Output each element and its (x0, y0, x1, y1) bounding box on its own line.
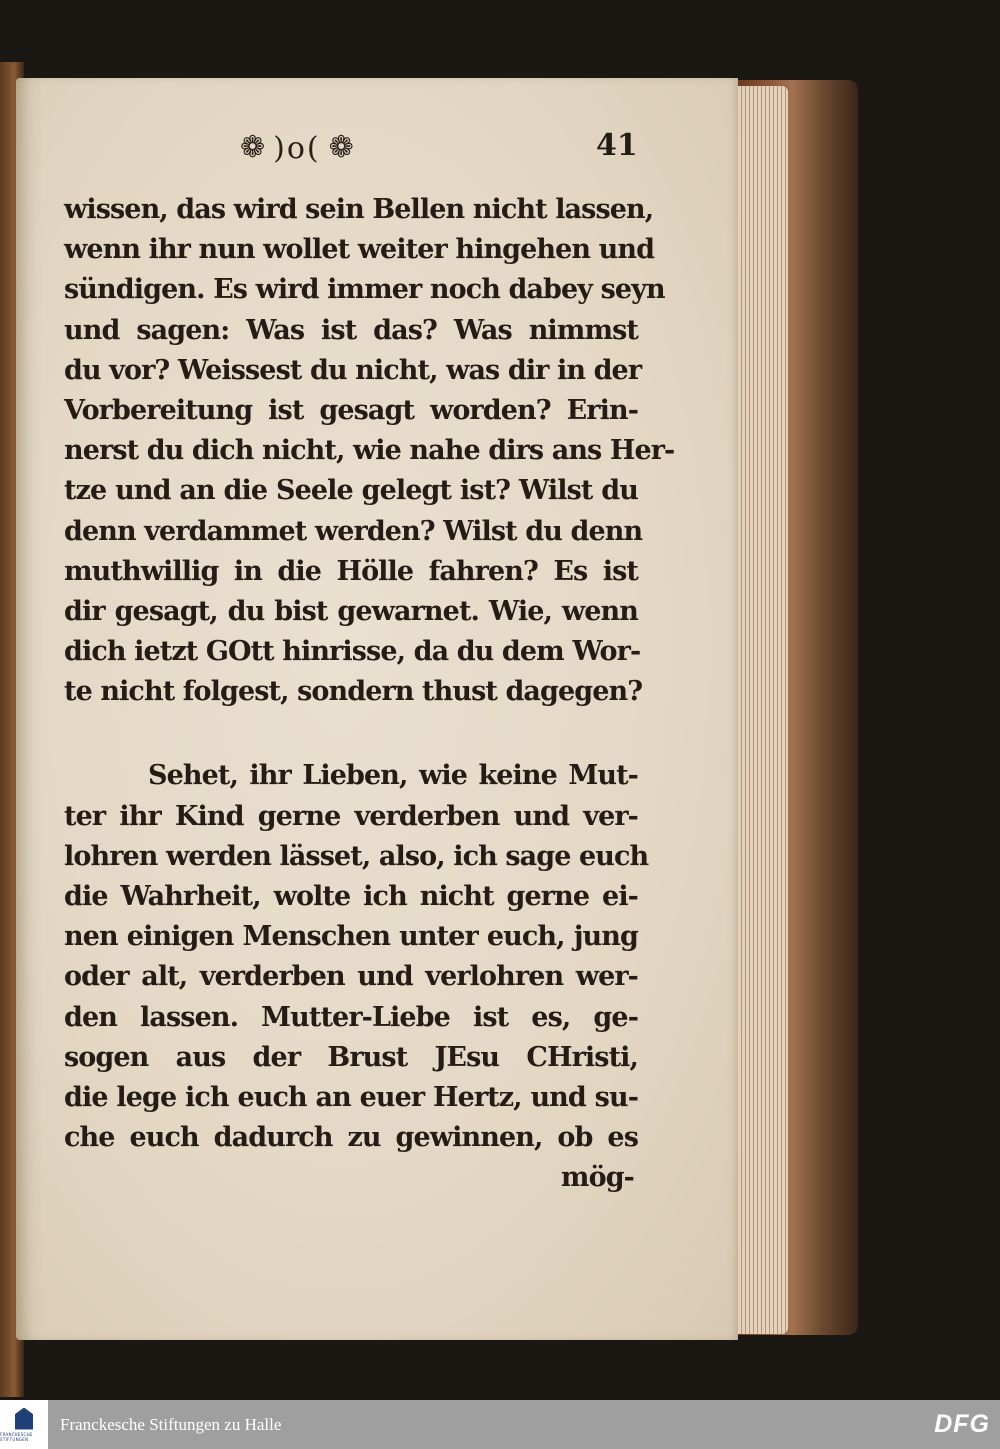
text-line: dir gesagt, du bist gewarnet. Wie, wenn (64, 595, 638, 627)
text-line: denn verdammet werden? Wilst du denn (64, 515, 643, 547)
text-line: che euch dadurch zu gewinnen, ob es (64, 1122, 638, 1154)
text-line: die Wahrheit, wolte ich nicht gerne ei- (64, 881, 638, 912)
text-line: oder alt, verderben und verlohren wer- (64, 961, 638, 993)
text-line: wenn ihr nun wollet weiter hingehen und (64, 234, 655, 266)
catchword: mög- (560, 1162, 634, 1194)
text-line: dich ietzt GOtt hinrisse, da du dem Wor- (64, 636, 641, 668)
institution-name[interactable]: Franckesche Stiftungen zu Halle (60, 1414, 282, 1434)
building-icon (15, 1408, 33, 1430)
text-line: ter ihr Kind gerne verderben und ver- (64, 800, 638, 832)
page-number: 41 (596, 128, 638, 163)
logo-text: FRANCKESCHE STIFTUNGEN (0, 1431, 33, 1442)
footer-bar (0, 1400, 1000, 1449)
text-line: lohren werden lässet, also, ich sage euch (64, 840, 649, 872)
text-line-last: te nicht folgest, sondern thust dagegen? (64, 676, 643, 708)
ornament-left-icon: ❁ (240, 130, 266, 165)
text-line: und sagen: Was ist das? Was nimmst (64, 314, 638, 346)
text-line-indented: Sehet, ihr Lieben, wie keine Mut- (148, 760, 638, 792)
text-block (64, 190, 675, 1199)
text-line: die lege ich euch an euer Hertz, und su- (64, 1081, 638, 1113)
text-line: du vor? Weissest du nicht, was dir in der (64, 354, 642, 386)
text-line: wissen, das wird sein Bellen nicht lassen, (64, 194, 654, 225)
running-head (240, 128, 460, 168)
text-line: nen einigen Menschen unter euch, jung (64, 921, 638, 953)
dfg-logo[interactable]: DFG (934, 1410, 990, 1438)
text-line: tze und an die Seele gelegt ist? Wilst du (64, 475, 638, 507)
text-line: muthwillig in die Hölle fahren? Es ist (64, 555, 638, 587)
text-line: nerst du dich nicht, wie nahe dirs ans Her- (64, 435, 675, 467)
text-line: den lassen. Mutter-Liebe ist es, ge- (64, 1001, 638, 1033)
running-head-mark: )o( (273, 130, 321, 166)
text-line: sündigen. Es wird immer noch dabey seyn (64, 274, 665, 306)
ornament-right-icon: ❁ (328, 130, 354, 165)
institution-logo[interactable] (0, 1400, 48, 1449)
paragraph-1 (64, 190, 675, 712)
text-line: Vorbereitung ist gesagt worden? Erin- (64, 394, 638, 426)
paragraph-2 (64, 756, 649, 1198)
text-line: sogen aus der Brust JEsu CHristi, (64, 1041, 638, 1073)
